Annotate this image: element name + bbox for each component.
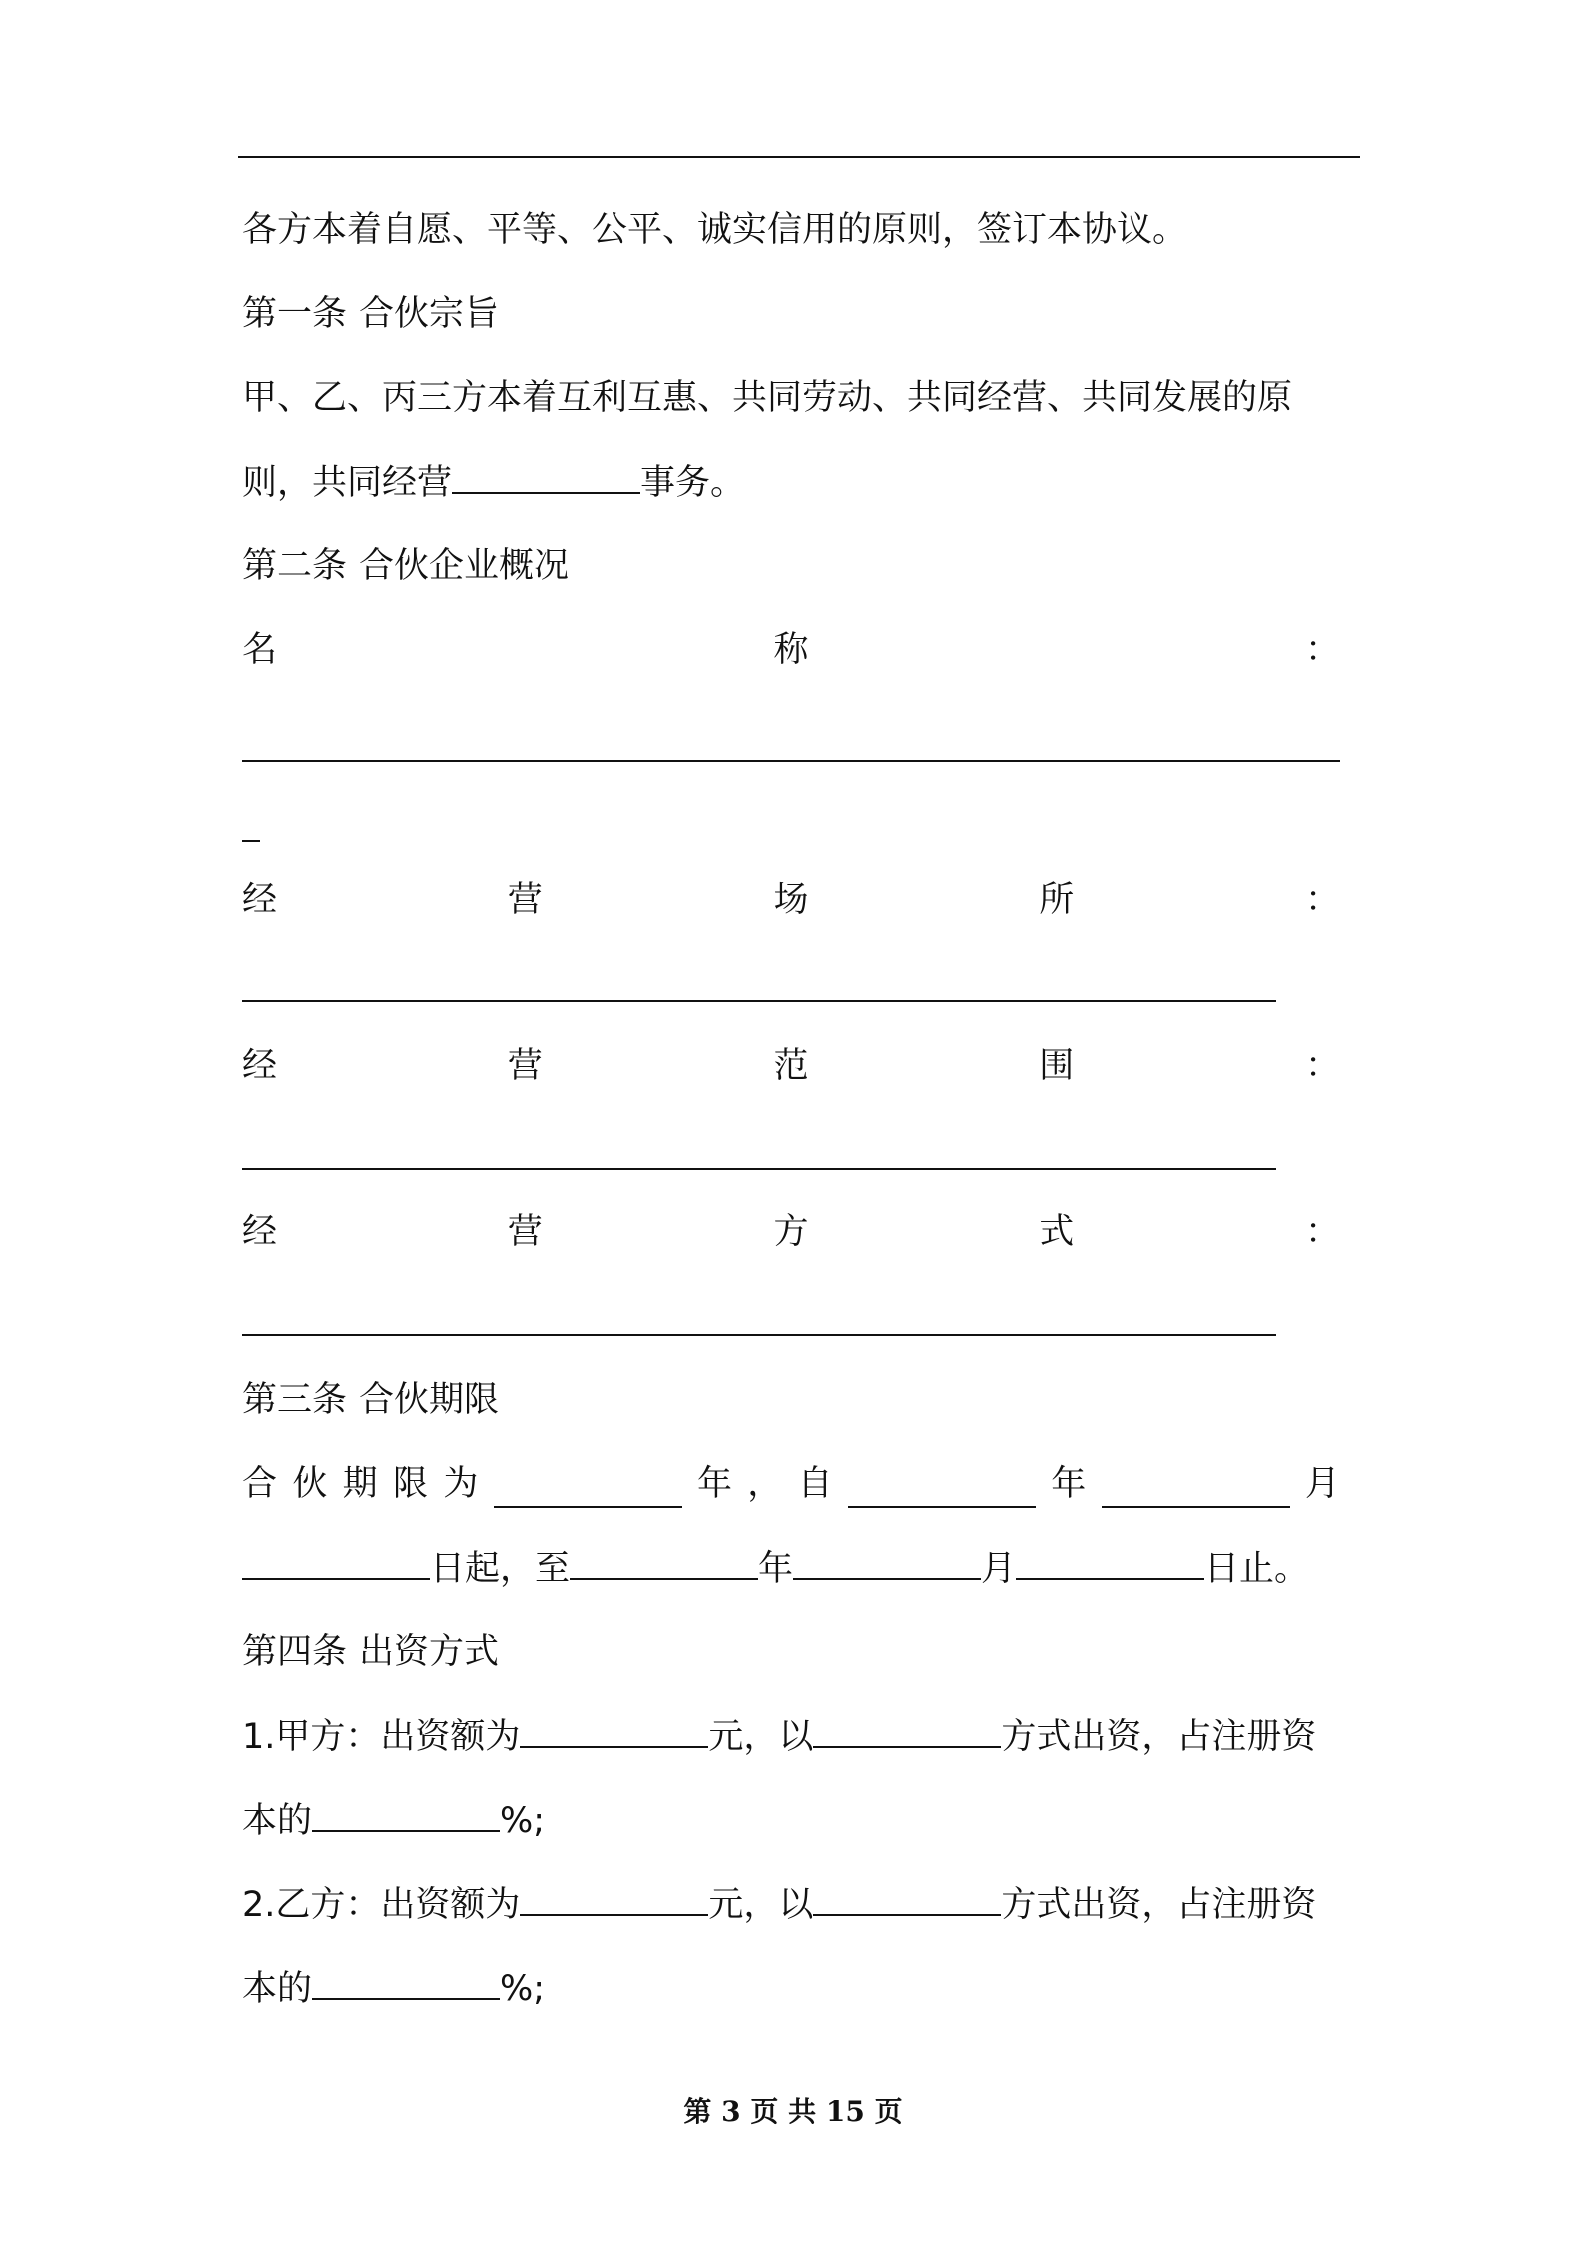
contribution-text: 本的 (242, 1969, 313, 2009)
article-3-heading (242, 1376, 499, 1424)
article-4-title: 出资方式 (359, 1632, 500, 1672)
field-name-char: 称 (773, 630, 809, 670)
field-scope-char: 范 (773, 1046, 809, 1086)
field-mode-colon: ： (1304, 1212, 1340, 1252)
term-text: 年 (758, 1549, 794, 1589)
place-blank[interactable] (242, 1000, 1276, 1002)
party-b-method-blank[interactable] (813, 1880, 1001, 1916)
start-year-blank[interactable] (848, 1472, 1036, 1508)
business-blank[interactable] (452, 458, 640, 494)
contribution-text: 本的 (242, 1801, 313, 1841)
term-char: 期 (342, 1464, 378, 1504)
article-3-title: 合伙期限 (359, 1380, 500, 1420)
term-char: 年 (696, 1464, 732, 1504)
contribution-text: 元，以 (708, 1717, 814, 1757)
field-scope-colon: ： (1304, 1046, 1340, 1086)
article-1-heading (242, 290, 499, 338)
term-years-blank[interactable] (494, 1472, 682, 1508)
start-month-blank[interactable] (1102, 1472, 1290, 1508)
term-char: 为 (443, 1464, 479, 1504)
contribution-text: 1.甲方：出资额为 (242, 1717, 521, 1757)
article-2-title: 合伙企业概况 (359, 546, 570, 586)
contribution-text: 方式出资，占注册资 (1001, 1717, 1317, 1757)
field-scope-char: 经 (242, 1046, 278, 1086)
term-text: 日起，至 (430, 1549, 571, 1589)
contribution-text: %; (500, 1801, 546, 1841)
field-name-colon: ： (1304, 630, 1340, 670)
article-4-heading (242, 1628, 499, 1676)
field-scope-label (242, 1042, 1340, 1090)
article-1-number: 第一条 (242, 294, 348, 334)
article-2-heading (242, 542, 569, 590)
field-place-char: 营 (507, 880, 543, 920)
field-place-colon: ： (1304, 880, 1340, 920)
field-name-char: 名 (242, 630, 278, 670)
party-b-percent-blank[interactable] (312, 1964, 500, 2000)
field-place-label (242, 876, 1340, 924)
party-b-contribution-line1 (242, 1880, 1316, 1929)
field-mode-char: 方 (773, 1212, 809, 1252)
term-char: 自 (797, 1464, 833, 1504)
term-char: ， (747, 1464, 783, 1504)
contribution-text: %; (500, 1969, 546, 2009)
term-char: 年 (1051, 1464, 1087, 1504)
field-scope-char: 营 (507, 1046, 543, 1086)
field-mode-char: 营 (507, 1212, 543, 1252)
term-char: 合 (242, 1464, 278, 1504)
mode-blank[interactable] (242, 1334, 1276, 1336)
party-a-percent-blank[interactable] (312, 1796, 500, 1832)
term-line-2 (242, 1544, 1309, 1593)
party-b-amount-blank[interactable] (520, 1880, 708, 1916)
party-a-contribution-line1 (242, 1712, 1316, 1761)
party-a-contribution-line2 (242, 1796, 545, 1845)
contribution-text: 元，以 (708, 1885, 814, 1925)
end-month-blank[interactable] (793, 1544, 981, 1580)
scope-blank[interactable] (242, 1168, 1276, 1170)
article-3-number: 第三条 (242, 1380, 348, 1420)
page-number-footer: 第 3 页 共 15 页 (683, 2095, 903, 2128)
field-mode-label (242, 1208, 1340, 1256)
intro-paragraph: 各方本着自愿、平等、公平、诚实信用的原则，签订本协议。 (242, 210, 1188, 250)
field-place-char: 所 (1039, 880, 1075, 920)
end-day-blank[interactable] (1016, 1544, 1204, 1580)
end-year-blank[interactable] (570, 1544, 758, 1580)
party-a-method-blank[interactable] (813, 1712, 1001, 1748)
field-mode-char: 经 (242, 1212, 278, 1252)
name-blank-overflow (242, 840, 260, 842)
field-name-label (242, 626, 1340, 674)
term-char: 伙 (292, 1464, 328, 1504)
article-1-text-b: 事务。 (640, 463, 746, 503)
term-char: 月 (1304, 1464, 1340, 1504)
contribution-text: 2.乙方：出资额为 (242, 1885, 521, 1925)
term-text: 月 (981, 1549, 1017, 1589)
party-b-contribution-line2 (242, 1964, 545, 2013)
contribution-text: 方式出资，占注册资 (1001, 1885, 1317, 1925)
field-scope-char: 围 (1039, 1046, 1075, 1086)
article-4-number: 第四条 (242, 1632, 348, 1672)
field-place-char: 经 (242, 880, 278, 920)
header-rule (238, 156, 1360, 158)
article-1-text-a: 则，共同经营 (242, 463, 453, 503)
article-1-text-line2 (242, 458, 745, 507)
field-mode-char: 式 (1039, 1212, 1075, 1252)
term-char: 限 (392, 1464, 428, 1504)
field-place-char: 场 (773, 880, 809, 920)
party-a-amount-blank[interactable] (520, 1712, 708, 1748)
article-1-title: 合伙宗旨 (359, 294, 500, 334)
term-text: 日止。 (1204, 1549, 1310, 1589)
article-1-text-line1: 甲、乙、丙三方本着互利互惠、共同劳动、共同经营、共同发展的原 (242, 378, 1293, 418)
article-2-number: 第二条 (242, 546, 348, 586)
name-blank[interactable] (242, 760, 1340, 762)
term-line-1 (242, 1460, 1340, 1508)
start-day-blank[interactable] (242, 1544, 430, 1580)
